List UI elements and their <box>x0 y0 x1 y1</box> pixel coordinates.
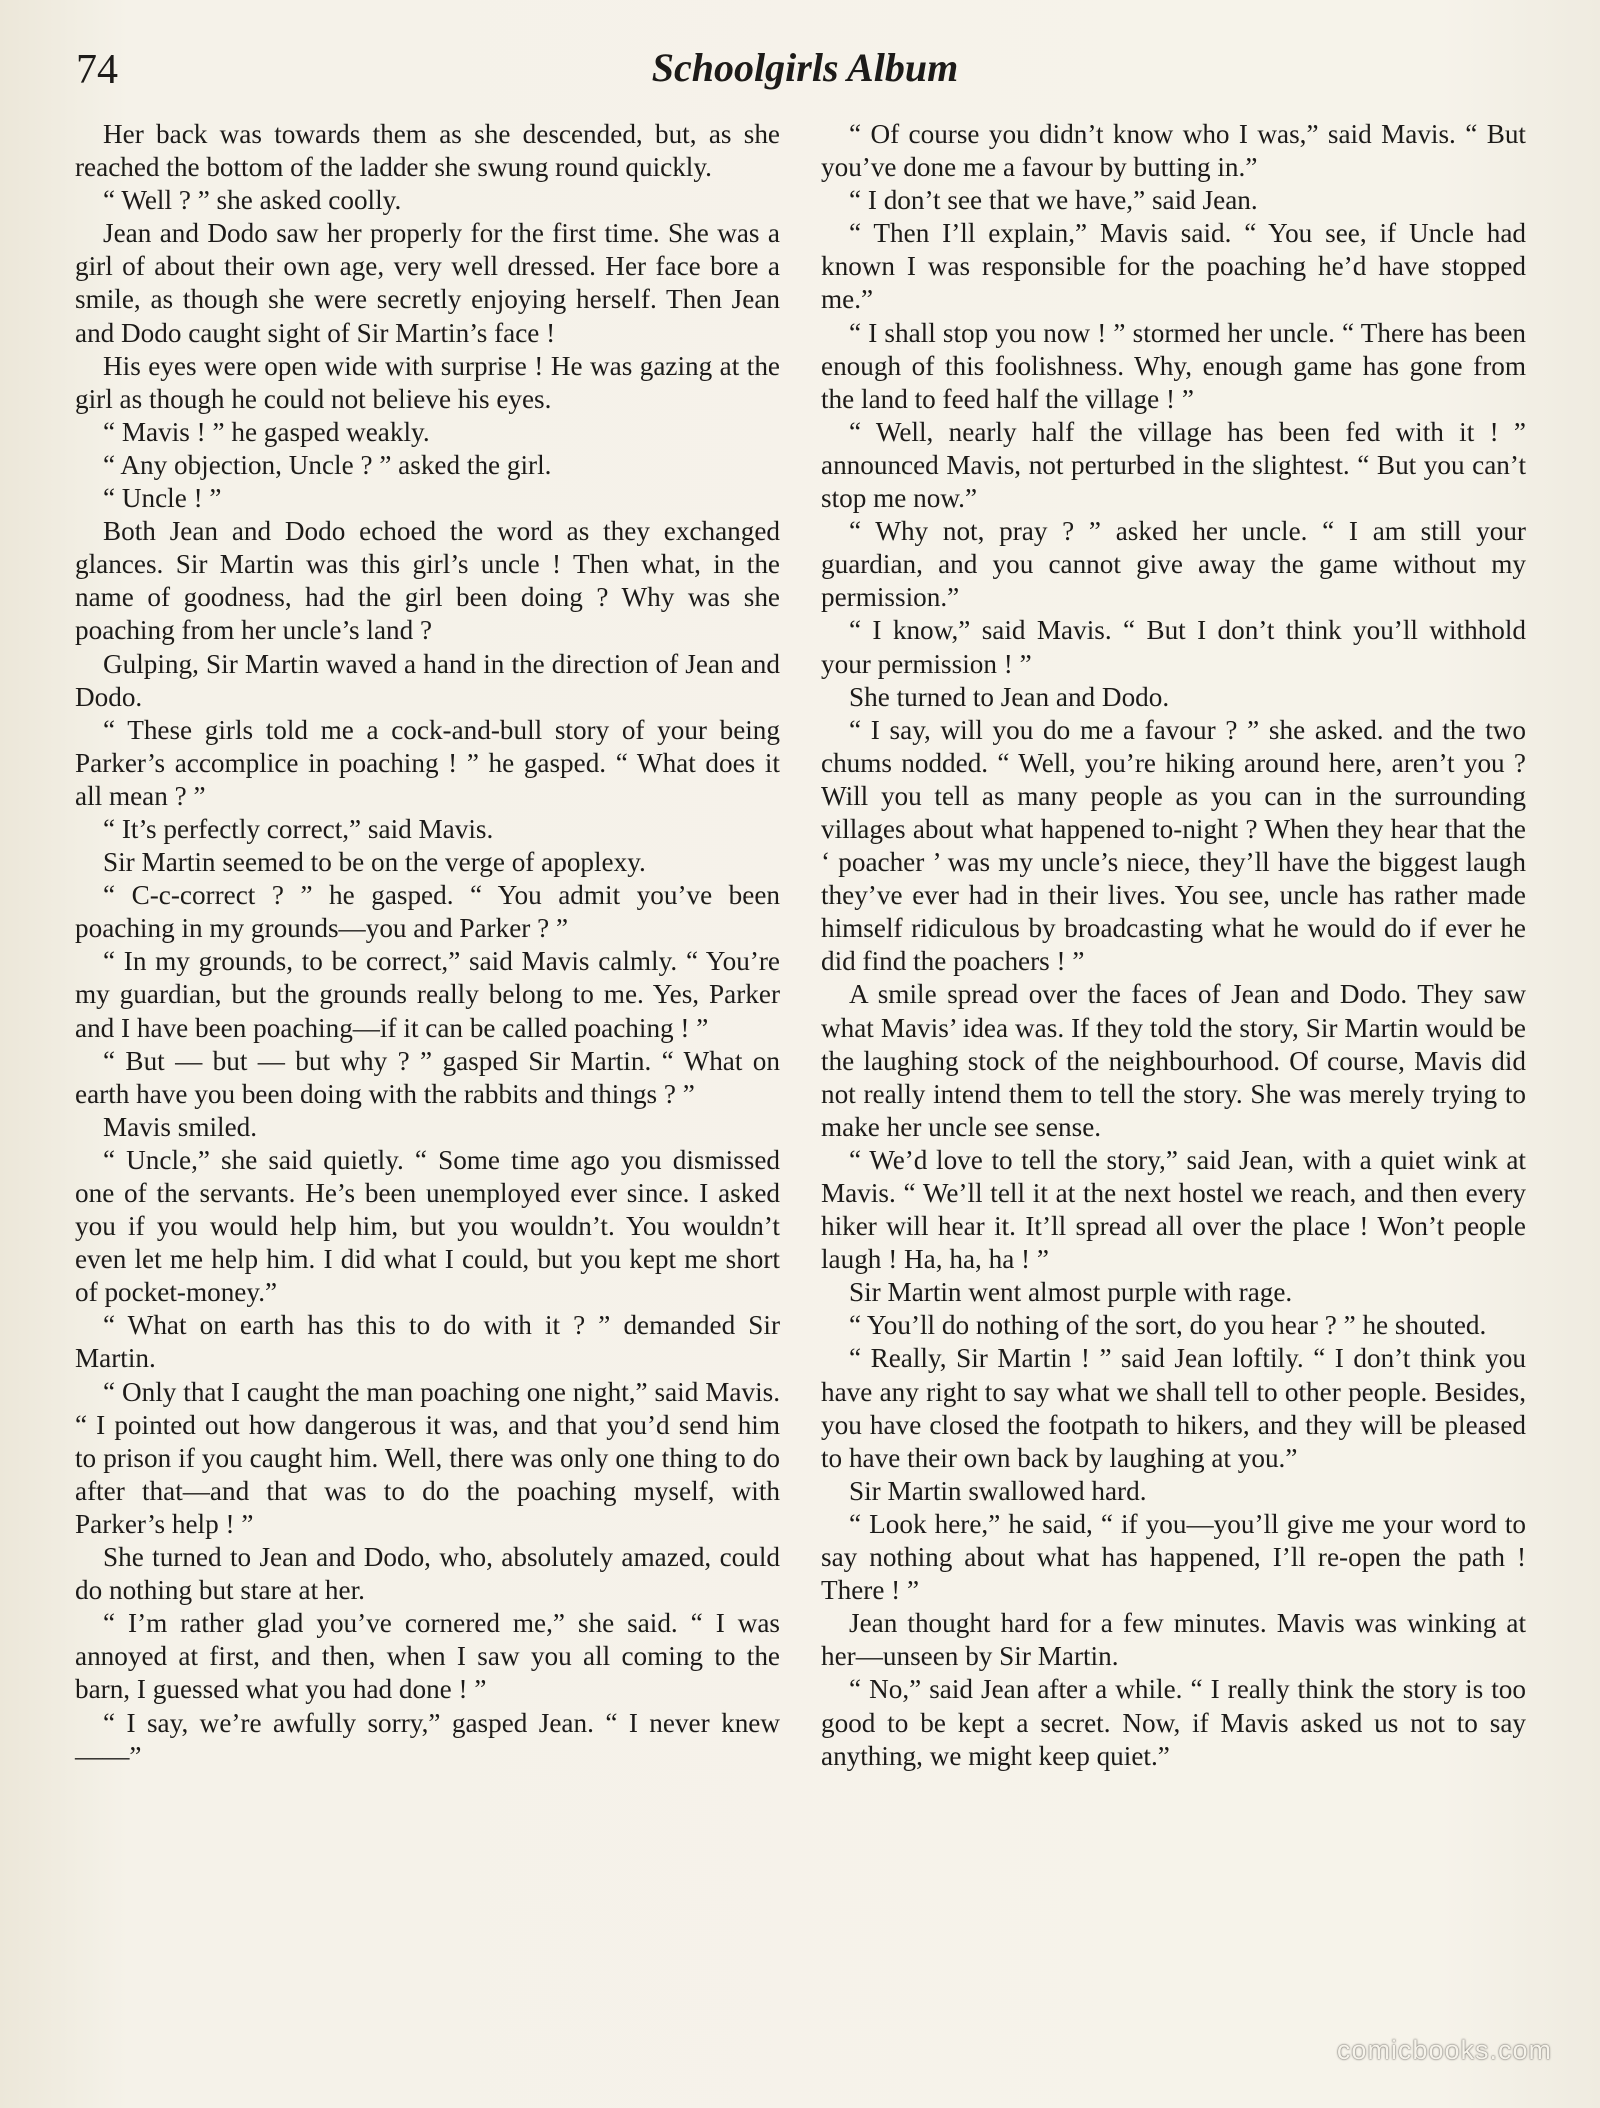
paragraph: “ It’s perfectly correct,” said Mavis. <box>103 813 494 844</box>
paragraph: She turned to Jean and Dodo, who, absolutely amazed, could do nothing but stare at her. <box>75 1542 780 1606</box>
paragraph: “ I say, will you do me a favour ? ” she asked. and the two chums nodded. “ Well, you’re hiking around here, aren’t you ? Will you tell as many people as you can in the surrounding villages about what happened to-night ? When they hear that the ‘ poacher ’ was my uncle’s niece, they’ll have the biggest laugh they’ve ever had in their lives. You see, uncle has rather made himself ridiculous by broadcasting what he would do if ever he did find the poachers ! ” <box>821 714 1526 977</box>
page-header <box>70 40 1540 100</box>
paragraph: “ These girls told me a cock-and-bull story of your being Parker’s accomplice in poaching ! ” he gasped. “ What does it all mean ? ” <box>75 714 780 811</box>
paragraph: “ Well ? ” she asked coolly. <box>103 185 402 216</box>
paragraph: Both Jean and Dodo echoed the word as they exchanged glances. Sir Martin was this girl’s uncle ! Then what, in the name of goodness, had the girl been doing ? Why was she poaching from her uncle’s land ? <box>75 516 780 646</box>
paragraph: “ C-c-correct ? ” he gasped. “ You admit you’ve been poaching in my grounds—you and Parker ? ” <box>75 880 780 944</box>
paragraph: “ Why not, pray ? ” asked her uncle. “ I am still your guardian, and you cannot give away the game without my permission.” <box>821 516 1526 613</box>
page-number: 74 <box>76 47 118 93</box>
paragraph: “ But — but — but why ? ” gasped Sir Martin. “ What on earth have you been doing with the rabbits and things ? ” <box>75 1045 780 1109</box>
paragraph: His eyes were open wide with surprise ! He was gazing at the girl as though he could not believe his eyes. <box>75 350 780 414</box>
paragraph: Sir Martin seemed to be on the verge of apoplexy. <box>103 847 646 878</box>
watermark: comicbooks.com <box>1336 2035 1552 2065</box>
paragraph: “ No,” said Jean after a while. “ I really think the story is too good to be kept a secret. Now, if Mavis asked us not to say anything, we might keep quiet.” <box>821 1674 1526 1771</box>
right-column <box>821 118 1526 1773</box>
paragraph: “ Look here,” he said, “ if you—you’ll give me your word to say nothing about what has happened, I’ll re-open the path ! There ! ” <box>821 1508 1526 1606</box>
paragraph: A smile spread over the faces of Jean and Dodo. They saw what Mavis’ idea was. If they told the story, Sir Martin would be the laughing stock of the neighbourhood. Of course, Mavis did not really intend them to tell the story. She was merely trying to make her uncle see sense. <box>821 979 1526 1142</box>
paragraph: “ Uncle ! ” <box>103 483 222 514</box>
running-title: Schoolgirls Album <box>651 45 959 90</box>
paragraph: “ Only that I caught the man poaching one night,” said Mavis. “ I pointed out how dangerous it was, and that you’d send him to prison if you caught him. Well, there was only one thing to do after that—and that was to do the poaching myself, with Parker’s help ! ” <box>75 1376 780 1539</box>
paragraph: “ In my grounds, to be correct,” said Mavis calmly. “ You’re my guardian, but the grounds really belong to me. Yes, Parker and I have been poaching—if it can be called poaching ! ” <box>75 946 780 1043</box>
paragraph: Gulping, Sir Martin waved a hand in the direction of Jean and Dodo. <box>75 648 780 712</box>
paragraph: “ I know,” said Mavis. “ But I don’t think you’ll withhold your permission ! ” <box>821 615 1526 679</box>
paragraph: She turned to Jean and Dodo. <box>849 681 1170 712</box>
paragraph: “ Of course you didn’t know who I was,” said Mavis. “ But you’ve done me a favour by butting in.” <box>821 119 1526 183</box>
paragraph: Sir Martin swallowed hard. <box>849 1475 1147 1506</box>
paragraph: “ Uncle,” she said quietly. “ Some time ago you dismissed one of the servants. He’s been unemployed ever since. I asked you if you would help him, but you wouldn’t. You wouldn’t even let me help him. I did what I could, but you kept me short of pocket-money.” <box>75 1144 780 1308</box>
paragraph: Jean and Dodo saw her properly for the first time. She was a girl of about their own age, very well dressed. Her face bore a smile, as though she were secretly enjoying herself. Then Jean and Dodo caught sight of Sir Martin’s face ! <box>75 218 780 348</box>
paragraph: “ I shall stop you now ! ” stormed her uncle. “ There has been enough of this foolishness. Why, enough game has gone from the land to feed half the village ! ” <box>821 317 1526 414</box>
paragraph: “ I don’t see that we have,” said Jean. <box>849 185 1258 216</box>
paragraph: “ What on earth has this to do with it ? ” demanded Sir Martin. <box>75 1310 780 1374</box>
paragraph: Mavis smiled. <box>103 1111 258 1142</box>
paragraph: “ Then I’ll explain,” Mavis said. “ You see, if Uncle had known I was responsible for the poaching he’d have stopped me.” <box>821 218 1526 315</box>
paragraph: “ I say, we’re awfully sorry,” gasped Jean. “ I never knew——” <box>75 1707 780 1771</box>
left-column <box>75 118 780 1773</box>
paragraph: Her back was towards them as she descended, but, as she reached the bottom of the ladder she swung round quickly. <box>75 119 780 183</box>
paragraph: Jean thought hard for a few minutes. Mavis was winking at her—unseen by Sir Martin. <box>821 1608 1526 1672</box>
paragraph: “ Any objection, Uncle ? ” asked the girl. <box>103 449 552 480</box>
paragraph: Sir Martin went almost purple with rage. <box>849 1277 1293 1308</box>
paragraph: “ I’m rather glad you’ve cornered me,” she said. “ I was annoyed at first, and then, when I saw you all coming to the barn, I guessed what you had done ! ” <box>75 1608 780 1705</box>
paragraph: “ Mavis ! ” he gasped weakly. <box>103 416 430 447</box>
paragraph: “ Really, Sir Martin ! ” said Jean loftily. “ I don’t think you have any right to say what we shall tell to other people. Besides, you have closed the footpath to hikers, and they will be pleased to have their own back by laughing at you.” <box>821 1343 1526 1473</box>
paragraph: “ You’ll do nothing of the sort, do you hear ? ” he shouted. <box>849 1310 1487 1341</box>
paragraph: “ We’d love to tell the story,” said Jean, with a quiet wink at Mavis. “ We’ll tell it at the next hostel we reach, and then every hiker will hear it. It’ll spread all over the place ! Won’t people laugh ! Ha, ha, ha ! ” <box>821 1144 1526 1275</box>
paragraph: “ Well, nearly half the village has been fed with it ! ” announced Mavis, not perturbed in the slightest. “ But you can’t stop me now.” <box>821 416 1526 514</box>
